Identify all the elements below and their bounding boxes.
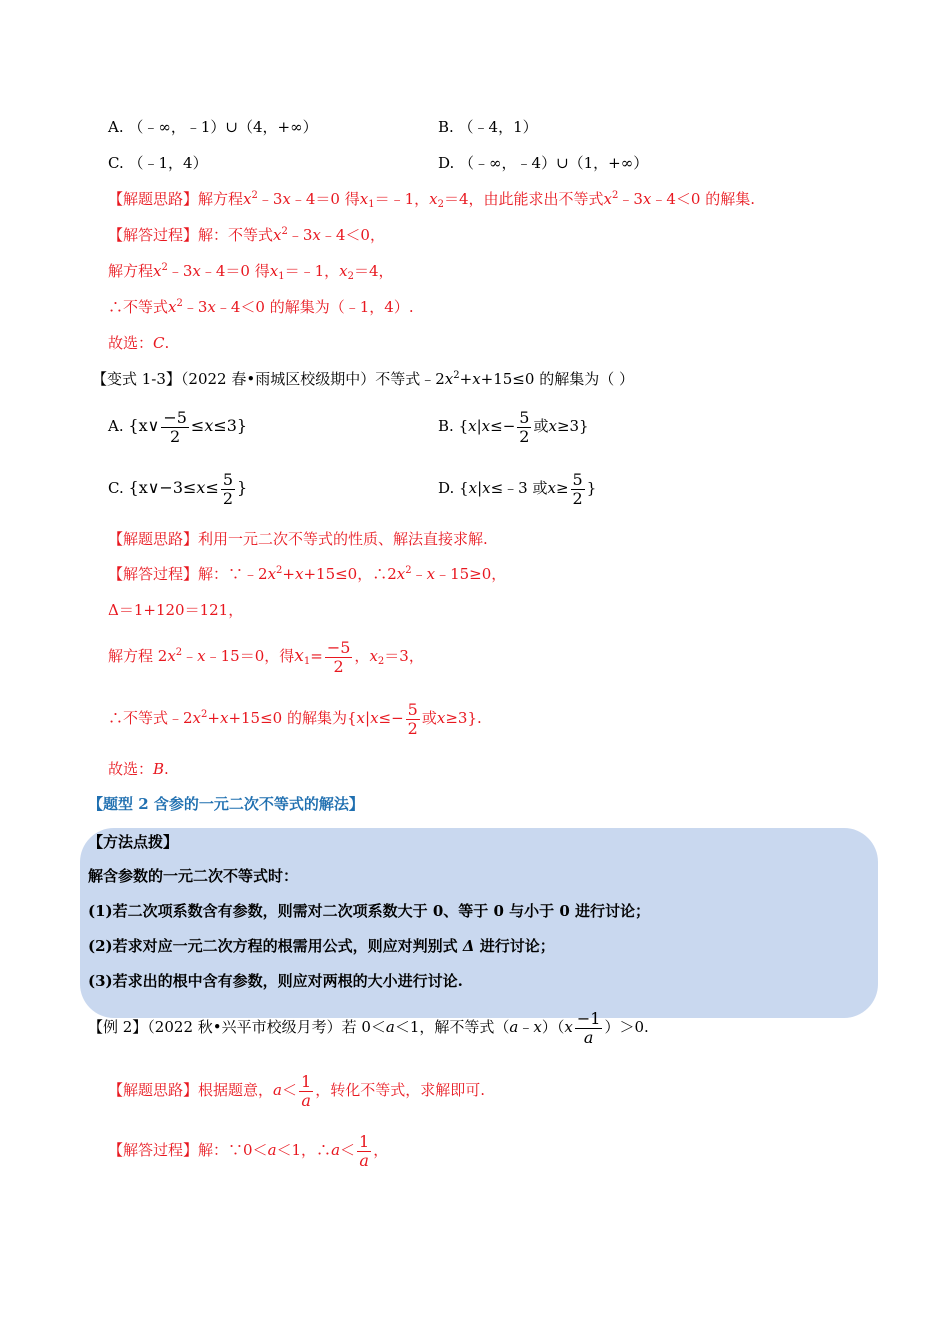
option-b: B. （﹣4，1） — [438, 118, 538, 136]
solution2-roots: 解方程 $2x^2﹣x﹣15=0$，得$x_1=$ $\frac{-5}{2}$ ，$x_2=3$， — [108, 637, 424, 676]
solution1-thinking: 【解题思路】解方程$x^2﹣3x﹣4=0$ 得$x_1=﹣1$，$x_2=4$，由此能求出不等式$x^2﹣3x﹣4<0$ 的解集. — [108, 190, 756, 210]
solution2-answer: 故选：B. — [108, 760, 169, 778]
fraction: $\frac{5}{2}$ — [222, 469, 234, 508]
solution2-conclusion: ∴不等式$﹣2x^2+x+15\le 0$ 的解集为{x|x≤− $\frac{5}{2}$ 或x≥3}. — [108, 699, 482, 738]
topic-2-heading: 【题型 2 含参的一元二次不等式的解法】 — [88, 795, 364, 813]
fraction: $\frac{5}{2}$ — [572, 469, 583, 508]
fraction: $\frac{-5}{2}$ — [163, 407, 187, 446]
solution1-conclusion: ∴不等式$x^2﹣3x﹣4<0$ 的解集为（﹣1，4）. — [108, 298, 414, 316]
fraction: $\frac{1}{a}$ — [301, 1071, 312, 1110]
fraction: $\frac{1}{a}$ — [359, 1131, 370, 1170]
option-d: D. （﹣∞，﹣4）∪（1，+∞） — [438, 154, 649, 172]
variant-option-a: A. {x∨ $\frac{-5}{2}$ ≤x≤3} — [108, 407, 248, 446]
variant-option-c: C. {x∨−3≤x≤ $\frac{5}{2}$ } — [108, 469, 248, 508]
fraction: $\frac{5}{2}$ — [407, 699, 418, 738]
solution2-thinking: 【解题思路】利用一元二次不等式的性质、解法直接求解. — [108, 530, 488, 548]
variant-option-d: D. {x|x≤﹣3 或x≥ $\frac{5}{2}$ } — [438, 469, 597, 508]
option-c: C. （﹣1，4） — [108, 154, 208, 172]
variant-option-b: B. {x|x≤− $\frac{5}{2}$ 或x≥3} — [438, 407, 589, 446]
solution3-process: 【解答过程】解：∵0＜a＜1，∴a＜ $\frac{1}{a}$ ， — [108, 1131, 389, 1170]
solution3-thinking: 【解题思路】根据题意，a＜ $\frac{1}{a}$ ，转化不等式，求解即可. — [108, 1071, 485, 1110]
option-a: A. （﹣∞，﹣1）∪（4，+∞） — [108, 118, 318, 136]
method-line-1: 解含参数的一元二次不等式时： — [88, 867, 299, 885]
solution1-answer: 故选：C. — [108, 334, 170, 352]
fraction: $\frac{-5}{2}$ — [326, 637, 351, 676]
method-title: 【方法点拨】 — [88, 833, 179, 851]
solution2-process: 【解答过程】解：$\because﹣2x^2+x+15\le 0$，$\therefore 2x^2﹣x﹣15\ge 0$， — [108, 565, 507, 583]
fraction: $\frac{-1}{a}$ — [576, 1008, 601, 1047]
method-line-4: (3)若求出的根中含有参数，则应对两根的大小进行讨论. — [88, 972, 463, 990]
example-2-question: 【例 2】（2022 秋•兴平市校级月考）若 0＜a＜1，解不等式（a﹣x）（x $\frac{-1}{a}$ ）＞0. — [88, 1008, 649, 1047]
method-line-2: (1)若二次项系数含有参数，则需对二次项系数大于 0、等于 0 与小于 0 进行讨论； — [88, 902, 651, 920]
solution1-equation: 解方程$x^2﹣3x﹣4=0$ 得$x_1=﹣1$，$x_2=4$， — [108, 262, 394, 282]
method-tips-box — [80, 828, 878, 1018]
fraction: $\frac{5}{2}$ — [519, 407, 530, 446]
solution1-process: 【解答过程】解：不等式$x^2﹣3x﹣4<0$， — [108, 226, 385, 244]
solution2-delta: Δ＝1+120＝121， — [108, 601, 244, 619]
variant-1-3-title: 【变式 1-3】（2022 春•雨城区校级期中）不等式$﹣2x^2+x+15\le 0$ 的解集为（ ） — [92, 370, 634, 388]
method-line-3: (2)若求对应一元二次方程的根需用公式，则应对判别式 Δ 进行讨论； — [88, 937, 555, 955]
